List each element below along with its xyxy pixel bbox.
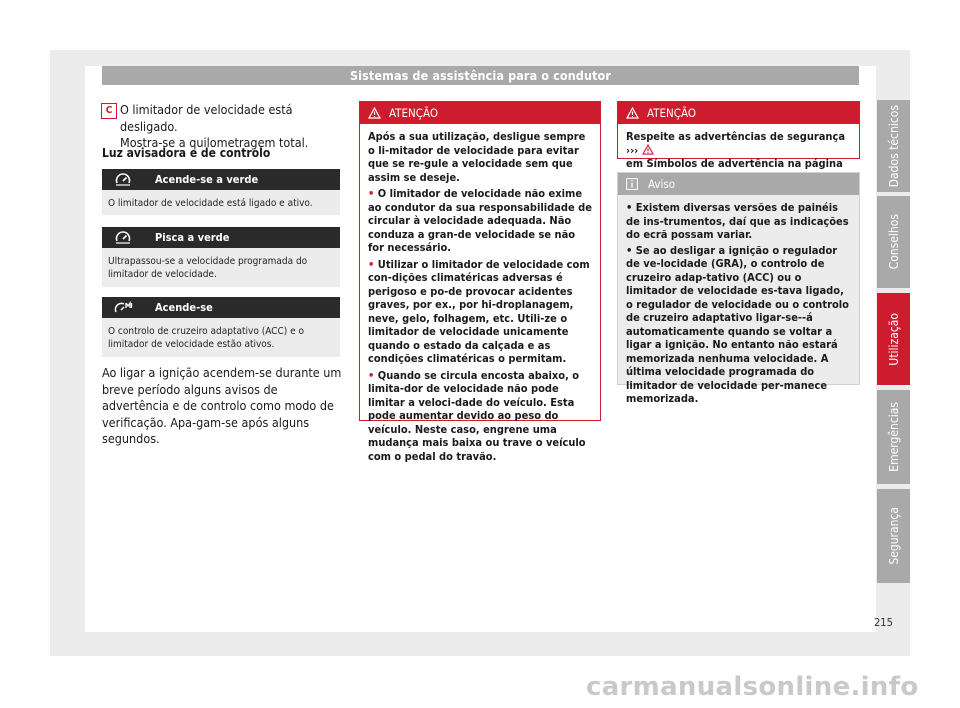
page-number: 215: [874, 616, 893, 629]
bullet-text: Se ao desligar a ignição o regulador de ve-locidade (GRA), o controlo de cruzeiro adap-tativo (ACC) ou o limitador de velocidade es-tava ligado, o regulador de velocidade ou o controlo de cruzeiro adaptativo ligar-se--á automaticamente quando se voltar a ligar a ignição. No entanto não estará memorizada nenhuma velocidade. A última velocidade programada do limitador de velocidade per-manece memorizada.: [626, 243, 849, 405]
intro-line-2: Mostra-se a quilometragem total.: [120, 135, 309, 150]
lamp-header-1: [102, 169, 340, 190]
warning-bullet-1: [368, 187, 592, 255]
lamp-text-1: O limitador de velocidade está ligado e ativo.: [102, 190, 340, 215]
warning-ref-line-2[interactable]: em Símbolos de advertência na página: [626, 157, 843, 170]
lamp-text-2: Ultrapassou-se a velocidade programada do limitador de velocidade.: [102, 248, 340, 287]
bullet-text: Quando se circula encosta abaixo, o limita-dor de velocidade não pode limitar a veloci-dade do veículo. Esta pode aumentar devido ao peso do veículo. Neste caso, engrene uma mudança mais baixa ou trave o veículo com o pedal do travão.: [368, 368, 586, 463]
step-marker: C: [101, 103, 117, 119]
bullet-text: O limitador de velocidade não exime ao condutor da sua responsabilidade de circular à velocidade adequada. Não conduza a gran-de velocidade se não for necessário.: [368, 187, 592, 254]
note-content: [618, 195, 859, 414]
warning-title: ATENÇÃO: [647, 106, 697, 120]
warning-header: [618, 102, 859, 124]
warning-header: [360, 102, 600, 124]
cruise-control-icon: [114, 300, 134, 315]
bullet-icon: •: [368, 257, 375, 271]
warning-ref-line-1: [626, 130, 851, 157]
tab-emergencias[interactable]: [877, 390, 910, 484]
lamp-header-2: [102, 227, 340, 248]
tab-label: Segurança: [886, 507, 901, 565]
tab-label: Emergências: [886, 402, 901, 472]
note-bullet-2: [626, 244, 851, 406]
bullet-icon: •: [626, 243, 633, 257]
info-icon: [626, 178, 638, 190]
note-title: Aviso: [648, 177, 676, 191]
speed-limiter-icon: [114, 172, 132, 187]
intro-line-1: O limitador de velocidade está desligado.: [120, 102, 293, 134]
note-header: [618, 173, 859, 195]
tab-label: Dados técnicos: [886, 104, 901, 188]
lamps-subheading: Luz avisadora e de controlo: [102, 146, 271, 160]
bullet-icon: •: [368, 187, 375, 200]
section-header: [102, 66, 859, 85]
tab-label: Conselhos: [886, 214, 901, 270]
lamp-label-1: Acende-se a verde: [155, 173, 259, 186]
ignition-paragraph: Ao ligar a ignição acendem-se durante um breve período alguns avisos de advertência e de controlo como modo de verificação. Apa-gam-se após alguns segundos.: [102, 365, 342, 446]
bullet-icon: •: [368, 368, 375, 382]
lamp-text-3: O controlo de cruzeiro adaptativo (ACC) e o limitador de velocidade estão ativos.: [102, 318, 340, 357]
section-title: Sistemas de assistência para o condutor: [349, 68, 612, 83]
warning-triangle-icon: [642, 144, 654, 155]
warning-ref-text: Respeite as advertências de segurança ›››: [626, 130, 846, 157]
watermark: carmanualsonline.info: [586, 672, 919, 702]
intro-text: [120, 102, 345, 152]
lamp-label-2: Pisca a verde: [155, 231, 230, 244]
warning-intro: Após a sua utilização, desligue sempre o li-mitador de velocidade para evitar que se re-gule a velocidade sem que assim se deseje.: [368, 130, 586, 184]
tab-utilizacao[interactable]: [877, 293, 910, 385]
warning-triangle-icon: [368, 107, 381, 119]
warning-content: [360, 124, 600, 472]
tab-dados-tecnicos[interactable]: [877, 100, 910, 192]
bullet-text: Utilizar o limitador de velocidade com con-dições climatéricas adversas é perigoso e po-de provocar acidentes graves, por ex., por hi-droplanagem, neve, gelo, folhagem, etc. Utili-ze o limitador de velocidade unicamente quando o estado da calçada e as condições climatéricas o permitam.: [368, 257, 590, 365]
warning-title: ATENÇÃO: [389, 106, 439, 120]
speed-limiter-icon: [114, 230, 132, 245]
bullet-icon: •: [626, 201, 633, 214]
lamp-label-3: Acende-se: [155, 301, 213, 314]
tab-seguranca[interactable]: [877, 489, 910, 583]
warning-bullet-3: [368, 369, 592, 464]
note-box: [617, 172, 860, 405]
note-bullet-1: [626, 201, 851, 242]
warning-box-2: [617, 101, 860, 170]
tab-label: Utilização: [886, 312, 901, 366]
bullet-text: Existem diversas versões de painéis de ins-trumentos, daí que as indicações do ecrã possam variar.: [626, 201, 849, 241]
warning-bullet-2: [368, 258, 592, 366]
warning-box: [359, 101, 601, 463]
warning-triangle-icon: [626, 107, 639, 119]
tab-conselhos[interactable]: [877, 196, 910, 288]
lamp-header-3: [102, 297, 340, 318]
